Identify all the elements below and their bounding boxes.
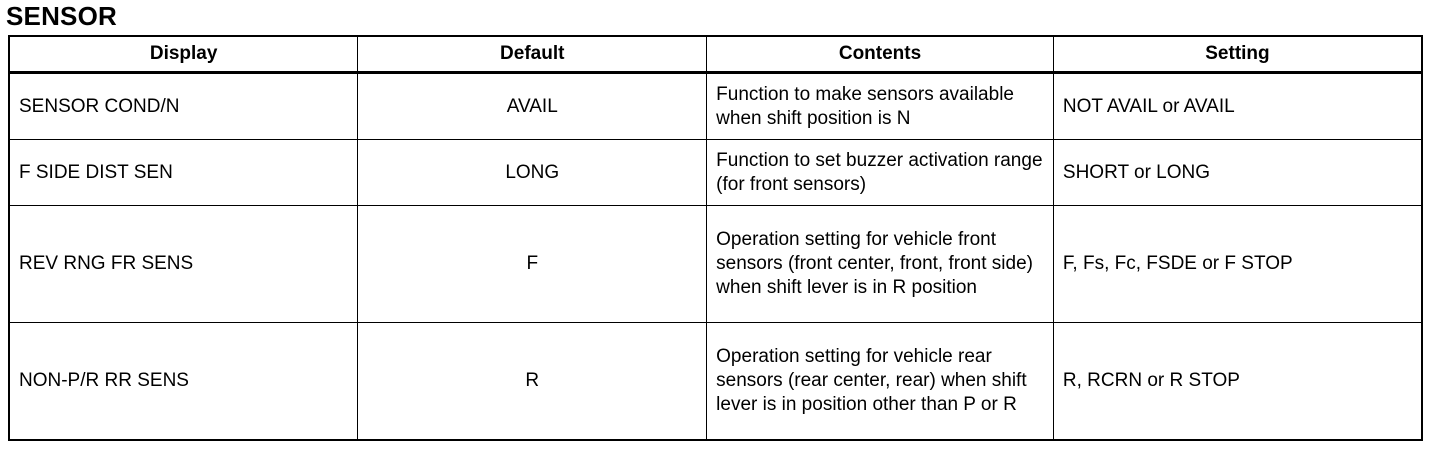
column-header-contents: Contents (707, 36, 1054, 73)
default-cell: LONG (358, 140, 707, 206)
default-cell: AVAIL (358, 73, 707, 140)
column-header-default: Default (358, 36, 707, 73)
column-header-setting: Setting (1053, 36, 1422, 73)
display-cell: REV RNG FR SENS (9, 206, 358, 323)
display-cell: NON-P/R RR SENS (9, 323, 358, 441)
contents-cell: Operation setting for vehicle front sensors (front center, front, front side) when shift lever is in R position (707, 206, 1054, 323)
table-row (9, 73, 1422, 140)
default-cell: R (358, 323, 707, 441)
contents-cell: Operation setting for vehicle rear sensors (rear center, rear) when shift lever is in position other than P or R (707, 323, 1054, 441)
column-header-display: Display (9, 36, 358, 73)
setting-cell: R, RCRN or R STOP (1053, 323, 1422, 441)
setting-cell: NOT AVAIL or AVAIL (1053, 73, 1422, 140)
page-title: SENSOR (6, 1, 118, 31)
table-row (9, 206, 1422, 323)
default-cell: F (358, 206, 707, 323)
display-cell: SENSOR COND/N (9, 73, 358, 140)
table-row (9, 323, 1422, 441)
contents-cell: Function to set buzzer activation range (for front sensors) (707, 140, 1054, 206)
table-row (9, 140, 1422, 206)
contents-cell: Function to make sensors available when shift position is N (707, 73, 1054, 140)
setting-cell: SHORT or LONG (1053, 140, 1422, 206)
sensor-settings-table (8, 35, 1423, 441)
display-cell: F SIDE DIST SEN (9, 140, 358, 206)
table-header-row (9, 36, 1422, 73)
setting-cell: F, Fs, Fc, FSDE or F STOP (1053, 206, 1422, 323)
